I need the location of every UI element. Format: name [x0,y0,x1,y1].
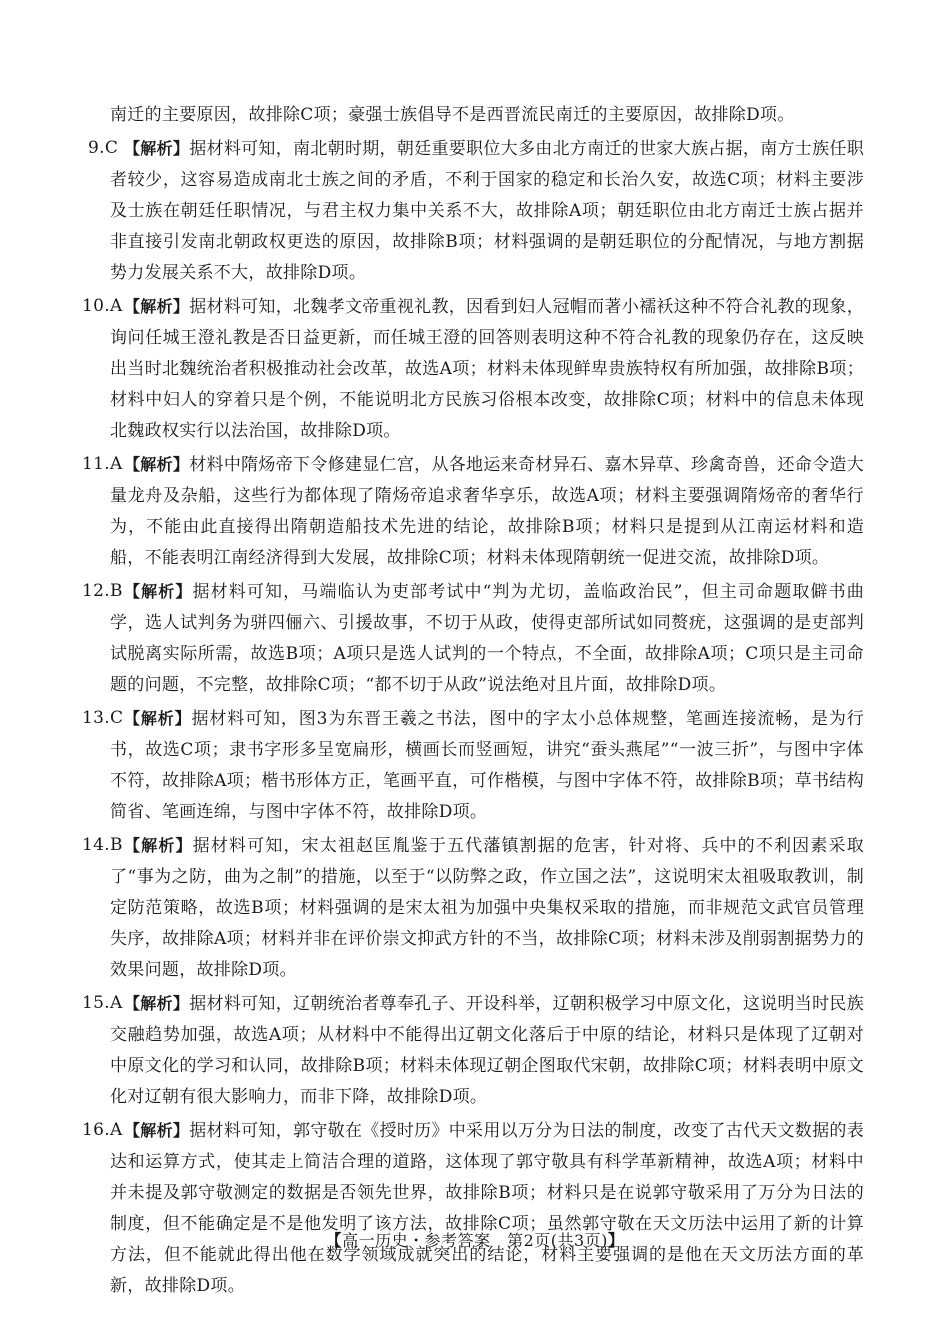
footer-label: 高一历史・参考答案 第2页(共3页) [342,1231,608,1250]
answer-item-13 [82,703,865,828]
question-number: 9.C [88,138,119,158]
question-number: 14.B [82,835,123,855]
analysis-tag: 【解析】 [124,994,190,1013]
analysis-tag: 【解析】 [124,836,193,855]
answer-item-12 [82,576,865,701]
analysis-tag: 【解析】 [124,455,190,474]
intro-text: 南迁的主要原因，故排除C项；豪强士族倡导不是西晋流民南迁的主要原因，故排除D项。 [110,105,795,125]
answer-item-11 [82,449,865,574]
question-number: 13.C [82,708,124,728]
analysis-text: 据材料可知，宋太祖赵匡胤鉴于五代藩镇割据的危害，针对将、兵中的不利因素采取了“事为之防，曲为之制”的措施，以至于“以防弊之政，作立国之法”，这说明宋太祖吸取教训，制定防范策略，故选B项；材料强调的是宋太祖为加强中央集权采取的措施，而非规范文武官员管理失序，故排除A项；材料并非在评价崇文抑武方针的不当，故排除C项；材料未涉及削弱割据势力的效果问题，故排除D项。 [110,836,864,980]
question-number: 11.A [82,454,123,474]
analysis-text: 据材料可知，南北朝时期，朝廷重要职位大多由北方南迁的世家大族占据，南方士族任职者较少，这容易造成南北士族之间的矛盾，不利于国家的稳定和长治久安，故选C项；材料主要涉及士族在朝廷任职情况，与君主权力集中关系不大，故排除A项；朝廷职位由北方南迁士族占据并非直接引发南北朝政权更迭的原因，故排除B项；材料强调的是朝廷职位的分配情况，与地方割据势力发展关系不大，故排除D项。 [110,139,865,283]
analysis-tag: 【解析】 [124,1121,190,1140]
answer-item-14 [82,830,864,986]
answer-item-9 [88,133,864,289]
question-number: 10.A [82,296,123,316]
analysis-text: 材料中隋炀帝下令修建显仁宫，从各地运来奇材异石、嘉木异草、珍禽奇兽，还命令造大量龙舟及杂船，这些行为都体现了隋炀帝追求奢华享乐，故选A项；材料主要强调隋炀帝的奢华行为，不能由此直接得出隋朝造船技术先进的结论，故排除B项；材料只是提到从江南运材料和造船，不能表明江南经济得到大发展，故排除C项；材料未体现隋朝统一促进交流，故排除D项。 [110,455,865,568]
answer-item-10 [82,291,865,447]
analysis-text: 据材料可知，北魏孝文帝重视礼教，因看到妇人冠帽而著小襦袄这种不符合礼教的现象，询问任城王澄礼教是否日益更新，而任城王澄的回答则表明这种不符合礼教的现象仍存在，这反映出当时北魏统治者积极推动社会改革，故选A项；材料未体现鲜卑贵族特权有所加强，故排除B项；材料中妇人的穿着只是个例，不能说明北方民族习俗根本改变，故排除C项；材料中的信息未体现北魏政权实行以法治国，故排除D项。 [110,297,865,441]
answer-item-16 [82,1115,865,1302]
analysis-tag: 【解析】 [124,582,193,601]
question-number: 12.B [82,581,123,601]
continued-paragraph [88,100,864,131]
analysis-text: 据材料可知，马端临认为吏部考试中“判为尤切，盖临政治民”，但主司命题取僻书曲学，选人试判务为骈四俪六、引援故事，不切于从政，使得吏部所试如同赘疣，这强调的是吏部判试脱离实际所需，故选B项；A项只是选人试判的一个特点，不全面，故排除A项；C项只是主司命题的问题，不完整，故排除C项；“都不切于从政”说法绝对且片面，故排除D项。 [110,582,865,695]
question-number: 15.A [82,993,123,1013]
analysis-tag: 【解析】 [124,297,190,316]
question-number: 16.A [82,1120,123,1140]
analysis-text: 据材料可知，辽朝统治者尊奉孔子、开设科举，辽朝积极学习中原文化，这说明当时民族交融趋势加强，故选A项；从材料中不能得出辽朝文化落后于中原的结论，材料只是体现了辽朝对中原文化的学习和认同，故排除B项；材料未体现辽朝企图取代宋朝，故排除C项；材料表明中原文化对辽朝有很大影响力，而非下降，故排除D项。 [110,994,865,1107]
analysis-tag: 【解析】 [124,709,192,728]
answer-item-15 [82,988,865,1113]
page-footer: 【高一历史・参考答案 第2页(共3页)】 [325,1231,625,1250]
corner-mark: ·· [856,1236,864,1246]
analysis-tag: 【解析】 [124,139,190,158]
analysis-text: 据材料可知，图3为东晋王羲之书法，图中的字太小总体规整，笔画连接流畅，是为行书，故选C项；隶书字形多呈宽扁形，横画长而竖画短，讲究“蚕头燕尾”“一波三折”，与图中字体不符，故排除A项；楷书形体方正，笔画平直，可作楷模，与图中字体不符，故排除B项；草书结构简省、笔画连绵，与图中字体不符，故排除D项。 [110,709,865,822]
answer-content [82,100,865,1304]
analysis-text: 据材料可知，郭守敬在《授时历》中采用以万分为日法的制度，改变了古代天文数据的表达和运算方式，使其走上简洁合理的道路，这体现了郭守敬具有科学革新精神，故选A项；材料中并未提及郭守敬测定的数据是否领先世界，故排除B项；材料只是在说郭守敬采用了万分为日法的制度，但不能确定是不是他发明了该方法，故排除C项；虽然郭守敬在天文历法中运用了新的计算方法，但不能就此得出他在数学领域成就突出的结论，材料主要强调的是他在天文历法方面的革新，故排除D项。 [110,1121,865,1296]
